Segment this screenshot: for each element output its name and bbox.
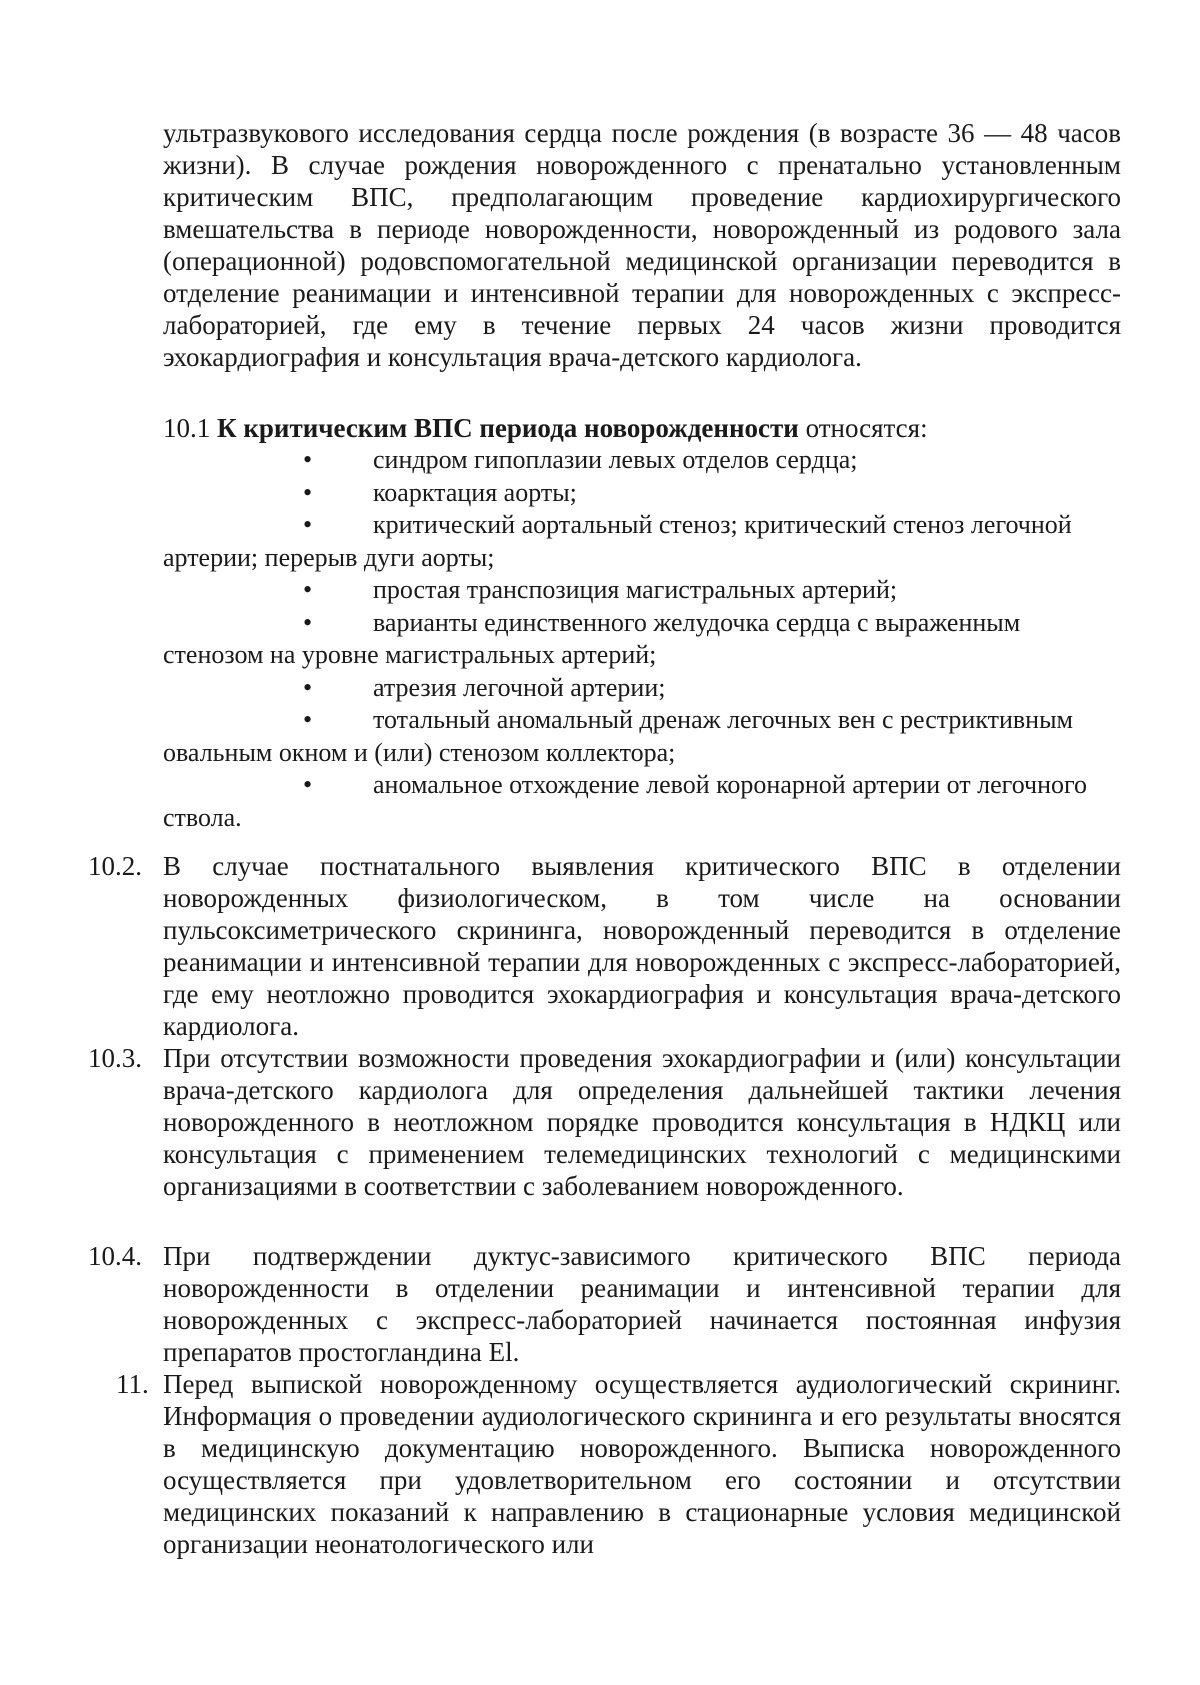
bullet-icon: • (303, 672, 313, 702)
list-item-text: коарктация аорты; (373, 477, 577, 507)
section-suffix: относятся: (805, 413, 928, 443)
list-item (163, 444, 1121, 477)
bullet-icon: • (303, 705, 313, 734)
item-text: При подтверждении дуктус-зависимого критического ВПС периода новорожденности в отделении реанимации и интенсивной терапии для новорожденных с экспресс-лабораторией начинается постоянная инфузия препаратов простогландина El. (163, 1241, 1121, 1367)
bullet-icon: • (303, 477, 313, 507)
list-item (163, 769, 1121, 834)
item-number: 10.3. (88, 1043, 142, 1073)
list-item-text: атрезия легочной артерии; (373, 672, 666, 702)
item-text: В случае постнатального выявления критического ВПС в отделении новорожденных физиологическом, в том числе на основании пульсоксиметрического скрининга, новорожденный переводится в отделение реанимации и интенсивной терапии для новорожденных с экспресс-лабораторией, где ему неотложно проводится эхокардиография и консультация врача-детского кардиолога. (163, 851, 1121, 1041)
intro-paragraph: ультразвукового исследования сердца после рождения (в возрасте 36 — 48 часов жизни). В случае рождения новорожденного с пренатально установленным критическим ВПС, предполагающим проведение кардиохирургического вмешательства в периоде новорожденности, новорожденный из родового зала (операционной) родовспомогательной медицинской организации переводится в отделение реанимации и интенсивной терапии для новорожденных с экспресс- лабораторией, где ему в течение первых 24 часов жизни проводится эхокардиография и консультация врача-детского кардиолога. (163, 118, 1121, 372)
item-text: При отсутствии возможности проведения эхокардиографии и (или) консультации врача-детского кардиолога для определения дальнейшей тактики лечения новорожденного в неотложном порядке проводится консультация в НДКЦ или консультация с применением телемедицинских технологий с медицинскими организациями в соответствии с заболеванием новорожденного. (163, 1043, 1121, 1201)
bullet-icon: • (303, 770, 313, 799)
bullet-icon: • (303, 575, 313, 604)
item-text: Перед выпиской новорожденному осуществляется аудиологический скрининг. Информация о проведении аудиологического скрининга и его результаты вносятся в медицинскую документацию новорожденного. Выписка новорожденного осуществляется при удовлетворительном его состоянии и отсутствии медицинских показаний к направлению в стационарные условия медицинской организации неонатологического или (163, 1369, 1121, 1559)
list-item (163, 509, 1121, 574)
list-item (163, 704, 1121, 769)
list-item-text: синдром гипоплазии левых отделов сердца; (373, 445, 858, 474)
item-number: 10.4. (88, 1241, 142, 1271)
list-item-text: простая транспозиция магистральных артерий; (373, 575, 898, 604)
list-item (163, 607, 1121, 672)
bullet-icon: • (303, 510, 313, 539)
list-item-text: аномальное отхождение левой коронарной артерии от легочного ствола. (163, 770, 1088, 832)
list-item (163, 477, 1121, 510)
list-item-text: тотальный аномальный дренаж легочных вен с рестриктивным овальным окном и (или) стенозом коллектора; (163, 705, 1074, 767)
item-number: 11. (116, 1369, 149, 1399)
bullet-icon: • (303, 445, 313, 474)
critical-chd-list (163, 444, 1121, 834)
section-10-1-heading (163, 412, 1121, 444)
list-item-text: критический аортальный стеноз; критический стеноз легочной артерии; перерыв дуги аорты; (163, 510, 1072, 572)
item-number: 10.2. (88, 851, 142, 881)
section-bold-title: К критическим ВПС периода новорожденности (217, 413, 799, 443)
bullet-icon: • (303, 607, 313, 637)
list-item (163, 672, 1121, 705)
list-item (163, 574, 1121, 607)
list-item-text: варианты единственного желудочка сердца с выраженным стенозом на уровне магистральных артерий; (163, 607, 1021, 669)
section-number: 10.1 (163, 413, 211, 443)
